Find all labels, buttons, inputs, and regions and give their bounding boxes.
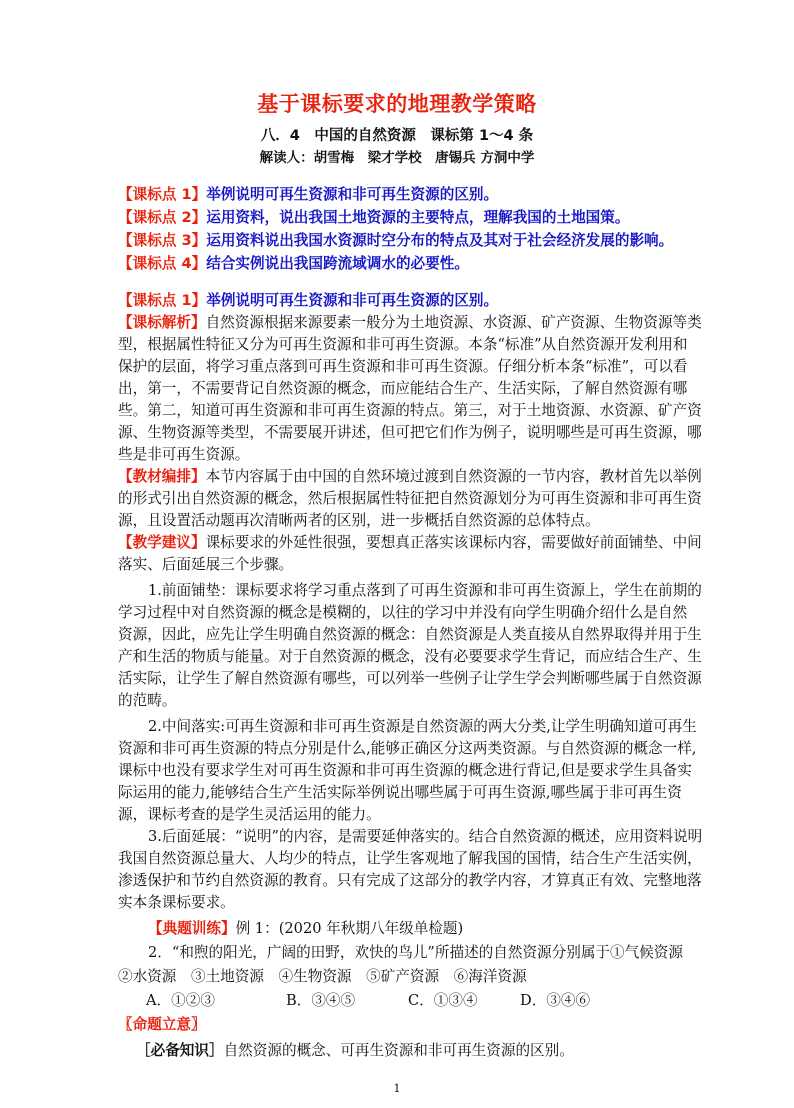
step3-line: 3.后面延展：“说明”的内容，是需要延伸落实的。结合自然资源的概述，应用资料说明 (148, 828, 703, 845)
step3-line: 渗透保护和节约自然资源的教育。只有完成了这部分的教学内容，才算真正有效、完整地落 (118, 872, 702, 889)
textbook-line: 源，且设置活动题再次清晰两者的区别，进一步概括自然资源的总体特点。 (118, 512, 600, 529)
step1-line: 资源，因此，应先让学生明确自然资源的概念：自然资源是人类直接从自然界取得并用于生 (118, 626, 702, 643)
doc-title: 基于课标要求的地理教学策略 (257, 92, 537, 116)
analysis-line: 些是非可再生资源。 (118, 446, 250, 463)
step1-line: 1.前面铺垫：课标要求将学习重点落到了可再生资源和非可再生资源上，学生在前期的 (148, 582, 702, 599)
doc-subtitle: 八．4 中国的自然资源 课标第 1～4 条 (260, 128, 534, 144)
page-number: 1 (393, 1082, 401, 1095)
step2-line: 源，课标考查的是学生灵活运用的能力。 (118, 806, 381, 823)
question-line: 2．“和煦的阳光，广阔的田野，欢快的鸟儿”所描述的自然资源分别属于①气候资源 (148, 944, 683, 961)
option-b: B．③④⑤ (286, 992, 356, 1009)
question-line: ②水资源 ③土地资源 ④生物资源 ⑤矿产资源 ⑥海洋资源 (118, 968, 527, 985)
step1-line: 的范畴。 (118, 692, 177, 709)
training-heading: 【典题训练】例 1：(2020 年秋期八年级单检题) (148, 920, 464, 937)
analysis-line: 保护的层面，将学习重点落到可再生资源和非可再生资源。仔细分析本条“标准”，可以看 (118, 358, 688, 375)
doc-readers: 解读人：胡雪梅 梁才学校 唐锡兵 方洞中学 (259, 150, 535, 166)
option-a: A．①②③ (146, 992, 215, 1009)
knowledge-line: ［必备知识］自然资源的概念、可再生资源和非可再生资源的区别。 (136, 1042, 574, 1059)
analysis-line: 出，第一，不需要背记自然资源的概念，而应能结合生产、生活实际，了解自然资源有哪 (118, 380, 688, 397)
analysis-line: 【课标解析】自然资源根据来源要素一般分为土地资源、水资源、矿产资源、生物资源等类 (118, 314, 702, 331)
standard-point-1: 【课标点 1】举例说明可再生资源和非可再生资源的区别。 (118, 186, 499, 203)
step2-line: 课标中也没有要求学生对可再生资源和非可再生资源的概念进行背记,但是要求学生具备实 (118, 762, 692, 779)
option-d: D．③④⑥ (520, 992, 591, 1009)
standard-point-2: 【课标点 2】运用资料，说出我国土地资源的主要特点，理解我国的土地国策。 (118, 209, 630, 226)
option-c: C．①③④ (408, 992, 478, 1009)
step2-line: 2.中间落实:可再生资源和非可再生资源是自然资源的两大分类,让学生明确知道可再生 (148, 718, 697, 735)
analysis-line: 些。第二，知道可再生资源和非可再生资源的特点。第三，对于土地资源、水资源、矿产资 (118, 402, 702, 419)
step1-line: 产和生活的物质与能量。对于自然资源的概念，没有必要要求学生背记，而应结合生产、生 (118, 648, 702, 665)
analysis-line: 型，根据属性特征又分为可再生资源和非可再生资源。本条“标准”从自然资源开发利用和 (118, 336, 688, 353)
standard-point-3: 【课标点 3】运用资料说出我国水资源时空分布的特点及其对于社会经济发展的影响。 (118, 232, 674, 249)
textbook-line: 【教材编排】本节内容属于由中国的自然环境过渡到自然资源的一节内容，教材首先以举例 (118, 468, 702, 485)
step2-line: 际运用的能力,能够结合生产生活实际举例说出哪些属于可再生资源,哪些属于非可再生资 (118, 784, 682, 801)
textbook-line: 的形式引出自然资源的概念，然后根据属性特征把自然资源划分为可再生资源和非可再生资 (118, 490, 702, 507)
step1-line: 学习过程中对自然资源的概念是模糊的，以往的学习中并没有向学生明确介绍什么是自然 (118, 604, 688, 621)
step2-line: 资源和非可再生资源的特点分别是什么,能够正确区分这两类资源。与自然资源的概念一样, (118, 740, 697, 757)
suggest-line: 落实、后面延展三个步骤。 (118, 556, 294, 573)
analysis-line: 源、生物资源等类型，不需要展开讲述，但可把它们作为例子，说明哪些是可再生资源，哪 (118, 424, 702, 441)
step3-line: 实本条课标要求。 (118, 894, 235, 911)
section-1-heading: 【课标点 1】举例说明可再生资源和非可再生资源的区别。 (118, 292, 499, 309)
standard-point-4: 【课标点 4】结合实例说出我国跨流域调水的必要性。 (118, 255, 469, 272)
step3-line: 我国自然资源总量大、人均少的特点，让学生客观地了解我国的国情，结合生产生活实例， (118, 850, 702, 867)
suggest-line: 【教学建议】课标要求的外延性很强，要想真正落实该课标内容，需要做好前面铺垫、中间 (118, 534, 702, 551)
intent-heading: 〖命题立意〗 (118, 1016, 206, 1033)
step1-line: 活实际，让学生了解自然资源有哪些，可以列举一些例子让学生学会判断哪些属于自然资源 (118, 670, 702, 687)
